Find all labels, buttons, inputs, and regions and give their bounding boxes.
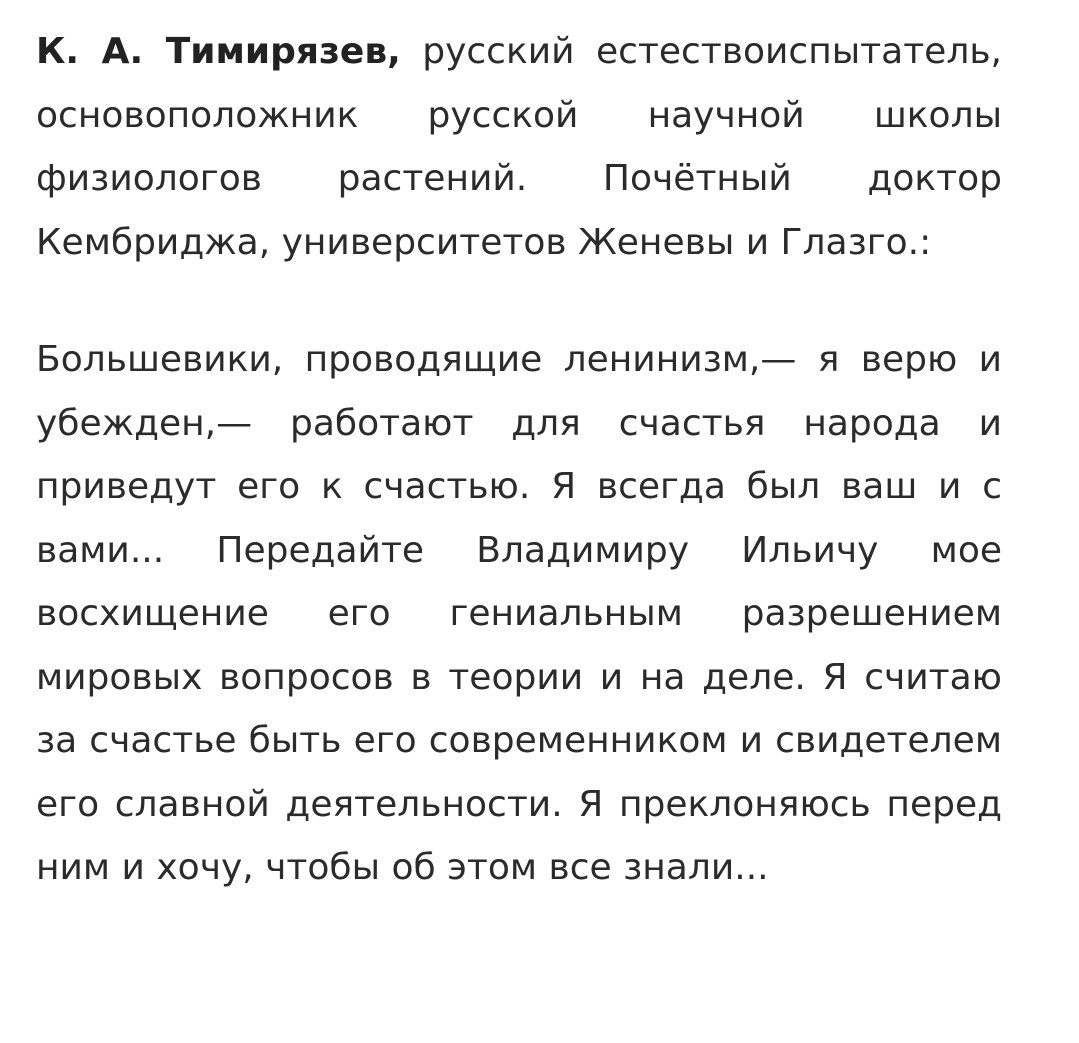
quote-paragraph: Большевики, проводящие ленинизм,— я верю и убежден,— работают для счастья народа и приведут его к счастью. Я всегда был ваш и с вами... Передайте Владимиру Ильичу мое восхищение его гениальным разрешением мировых вопросов в теории и на деле. Я считаю за счастье быть его современником и свидетелем его славной деятельности. Я преклоняюсь перед ним и хочу, чтобы об этом все знали... xyxy=(36,339,1002,888)
intro-paragraph xyxy=(36,20,1002,274)
article-body xyxy=(36,20,1002,900)
author-description: русский естествоиспытатель, основоположник русской научной школы физиологов растений. Почётный доктор Кембриджа, университетов Женевы и Глазго.: xyxy=(36,31,1002,263)
author-name: К. А. Тимирязев, xyxy=(36,31,401,72)
